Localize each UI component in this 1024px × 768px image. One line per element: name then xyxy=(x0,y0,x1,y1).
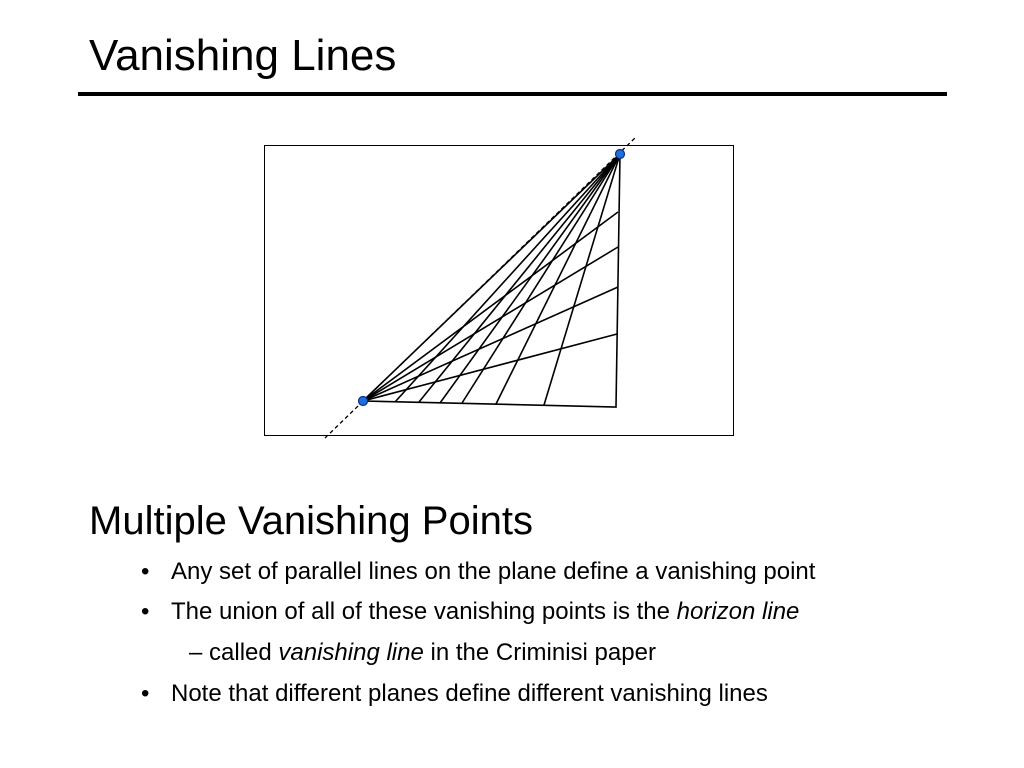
ray-from-top-vp-7 xyxy=(544,154,620,405)
ray-from-top-vp-2 xyxy=(395,154,620,402)
bullet-marker: • xyxy=(141,558,150,585)
vanishing-point-left xyxy=(359,397,368,406)
ray-from-top-vp-6 xyxy=(496,154,620,404)
bullet-text: Note that different planes define different vanishing lines xyxy=(171,680,768,707)
bullet-emphasis: horizon line xyxy=(676,598,800,625)
sub-bullet-item xyxy=(189,638,656,668)
bullet-item xyxy=(141,679,768,709)
figure-frame xyxy=(265,146,734,436)
section-heading: Multiple Vanishing Points xyxy=(89,499,533,543)
bullet-text: The union of all of these vanishing points is the xyxy=(171,598,677,625)
bullet-item xyxy=(141,557,816,587)
ray-from-top-vp-5 xyxy=(462,154,620,403)
vanishing-point-top xyxy=(616,150,625,159)
ray-from-top-vp-1 xyxy=(366,154,620,398)
sub-bullet-marker: – xyxy=(189,639,203,666)
bullet-marker: • xyxy=(141,598,150,625)
ray-from-left-vp-2 xyxy=(363,247,618,401)
ray-from-top-vp-4 xyxy=(440,154,620,403)
ray-from-left-vp-1 xyxy=(363,212,618,401)
sub-bullet-text: called xyxy=(202,639,279,666)
bullet-text: Any set of parallel lines on the plane define a vanishing point xyxy=(171,558,816,585)
slide-title: Vanishing Lines xyxy=(89,31,397,80)
plane-lines xyxy=(363,154,620,407)
sub-bullet-emphasis: vanishing line xyxy=(278,639,424,666)
bullet-item xyxy=(141,597,800,627)
ray-from-top-vp-3 xyxy=(419,154,620,402)
sub-bullet-text-tail: in the Criminisi paper xyxy=(423,639,656,666)
bullet-marker: • xyxy=(141,680,150,707)
